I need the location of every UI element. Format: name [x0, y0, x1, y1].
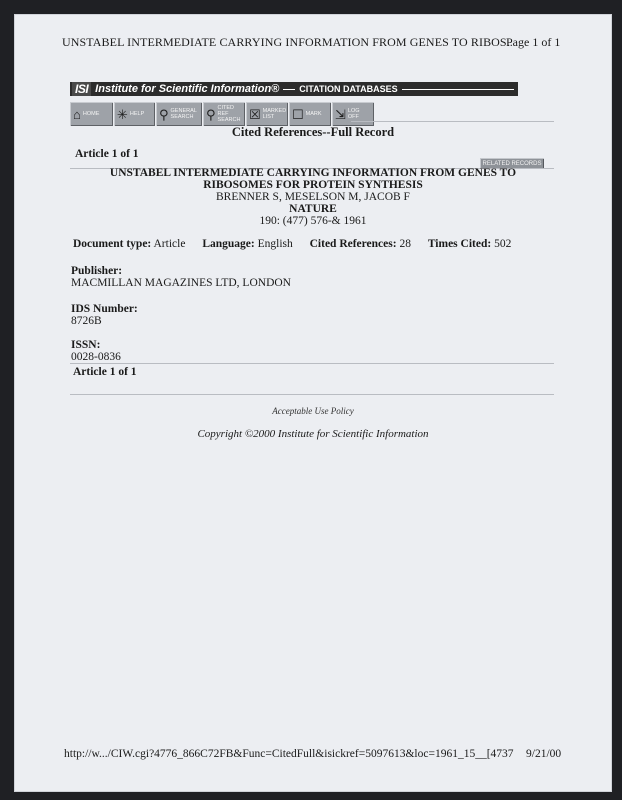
record-authors: BRENNER S, MESELSON M, JACOB F — [216, 191, 410, 203]
marked-list-button[interactable] — [246, 102, 288, 126]
ids-value: 8726B — [71, 315, 102, 327]
checklist-icon: ☒ — [249, 106, 261, 122]
logoff-icon: ⇲ — [335, 106, 346, 122]
isi-name: Institute for Scientific Information® — [95, 83, 280, 95]
issn-label: ISSN: — [71, 339, 101, 351]
print-footer-date: 9/21/00 — [526, 748, 562, 760]
nav-toolbar — [70, 102, 374, 126]
divider — [70, 394, 554, 395]
ids-label: IDS Number: — [71, 303, 138, 315]
cited-refs-value: 28 — [399, 238, 411, 250]
doc-type-value: Article — [153, 238, 186, 250]
acceptable-use-policy-link[interactable]: Acceptable Use Policy — [272, 406, 354, 416]
divider — [351, 121, 554, 122]
general-search-button[interactable] — [156, 102, 202, 126]
help-button[interactable] — [114, 102, 155, 126]
mark-label: MARK — [305, 111, 322, 117]
publisher-value: MACMILLAN MAGAZINES LTD, LONDON — [71, 277, 291, 289]
page-title: Cited References--Full Record — [231, 125, 395, 139]
divider — [70, 363, 554, 364]
record-title: UNSTABEL INTERMEDIATE CARRYING INFORMATION FROM GENES TO — [109, 167, 517, 179]
citation-databases-label: CITATION DATABASES — [299, 84, 398, 94]
article-counter-bottom: Article 1 of 1 — [73, 366, 137, 378]
marked-list-label: MARKED LIST — [262, 108, 287, 120]
record-journal: NATURE — [289, 203, 337, 215]
help-icon: ✳ — [117, 106, 128, 122]
banner-divider — [283, 89, 295, 90]
log-off-button[interactable] — [332, 102, 374, 126]
isi-banner — [70, 82, 518, 96]
issn-value: 0028-0836 — [71, 351, 121, 363]
document-page — [14, 14, 612, 792]
home-label: HOME — [82, 111, 100, 117]
mark-button[interactable] — [289, 102, 331, 126]
language-value: English — [257, 238, 293, 250]
cited-refs-label: Cited References: — [309, 238, 397, 250]
general-search-label: GENERAL SEARCH — [170, 108, 197, 120]
issn-field — [71, 339, 121, 363]
publisher-field — [71, 265, 291, 289]
ids-field — [71, 303, 138, 327]
home-button[interactable] — [70, 102, 113, 126]
help-label: HELP — [129, 111, 145, 117]
record-header — [14, 167, 612, 227]
print-footer-url: http://w.../CIW.cgi?4776_866C72FB&Func=CitedFull&isickref=5097613&loc=1961_15__[4737 — [64, 748, 514, 760]
times-cited-label: Times Cited: — [427, 238, 492, 250]
language-label: Language: — [202, 238, 255, 250]
related-records-button[interactable]: RELATED RECORDS — [480, 158, 544, 169]
isi-logo: ISI — [72, 82, 91, 96]
doc-type-label: Document type: — [73, 238, 152, 250]
banner-divider — [402, 89, 514, 90]
cited-ref-search-button[interactable] — [203, 102, 245, 126]
home-icon: ⌂ — [73, 106, 81, 122]
search-icon: ⚲ — [206, 106, 216, 122]
print-page-number: Page 1 of 1 — [506, 35, 561, 49]
times-cited-value: 502 — [494, 238, 512, 250]
mark-icon: ☐ — [292, 106, 304, 122]
cited-ref-search-label: CITED REF SEARCH — [217, 105, 241, 123]
search-icon: ⚲ — [159, 106, 169, 122]
log-off-label: LOG OFF — [347, 108, 360, 120]
print-header-title: UNSTABEL INTERMEDIATE CARRYING INFORMATION FROM GENES TO RIBOS.. — [62, 35, 513, 49]
publisher-label: Publisher: — [71, 265, 123, 277]
record-title-continued: RIBOSOMES FOR PROTEIN SYNTHESIS — [203, 179, 423, 191]
document-details — [73, 238, 511, 250]
article-counter-top: Article 1 of 1 — [75, 148, 139, 160]
copyright-notice: Copyright ©2000 Institute for Scientific Information — [197, 428, 429, 440]
record-citation: 190: (477) 576-& 1961 — [259, 215, 367, 227]
